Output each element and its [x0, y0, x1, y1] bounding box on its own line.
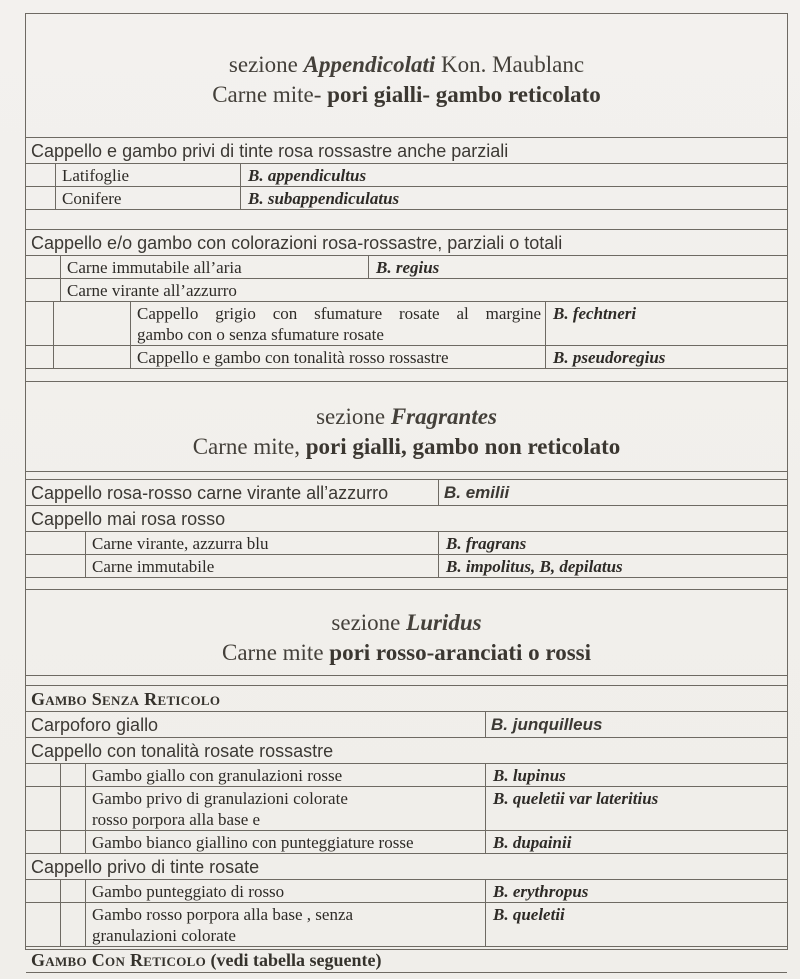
table-row: [26, 554, 787, 577]
heading-prefix: sezione: [228, 52, 298, 77]
species-cell: B. appendicultus: [248, 165, 367, 185]
indent-cell: [26, 187, 56, 209]
criterion-cell: [131, 302, 546, 345]
species-cell: B. emilii: [444, 482, 510, 502]
species-cell: B. fechtneri: [553, 304, 637, 323]
indent-cell: [61, 903, 86, 946]
table-luridus: [26, 675, 787, 973]
indent-cell: [61, 880, 86, 902]
indent-cell: [26, 256, 61, 278]
indent-cell: [54, 302, 131, 345]
heading-line-1: [26, 608, 787, 638]
table-row: [26, 278, 787, 301]
species-cell: B. dupainii: [493, 832, 572, 852]
table-row-group-header: [26, 137, 787, 163]
heading-line-1: [26, 402, 787, 432]
species-cell: B. erythropus: [493, 881, 589, 901]
table-row: [26, 255, 787, 278]
criterion-cell: Gambo bianco giallino con punteggiature rosse: [86, 831, 486, 853]
criterion-line: Gambo rosso porpora alla base , senza: [92, 905, 354, 924]
criterion-line: Gambo privo di granulazioni colorate: [92, 789, 348, 808]
table-appendicolati: [26, 137, 787, 229]
table-row: [26, 345, 787, 368]
table-row-group-header: [26, 229, 787, 255]
group-header-cell: Cappello privo di tinte rosate: [31, 856, 260, 877]
section-heading-luridus: [26, 608, 787, 668]
table-row: [26, 531, 787, 554]
heading-prefix: sezione: [316, 404, 386, 429]
species-cell: B. queletii: [493, 905, 565, 924]
criterion-line: gambo con o senza sfumature rosate: [137, 325, 384, 344]
species-cell: B. junquilleus: [491, 714, 603, 734]
indent-cell: [61, 787, 86, 830]
spacer-row: [26, 577, 787, 589]
indent-cell: [26, 764, 61, 786]
indent-cell: [26, 302, 54, 345]
heading-line-2: [26, 432, 787, 462]
section-heading-appendicolati: [26, 50, 787, 110]
criterion-cell: [86, 787, 486, 830]
spacer-row: [26, 675, 787, 685]
criterion-cell: Carne virante, azzurra blu: [86, 532, 439, 554]
indent-cell: [26, 831, 61, 853]
species-cell: B. regius: [376, 257, 440, 277]
indent-cell: [26, 555, 86, 577]
species-cell: B. subappendiculatus: [248, 188, 400, 208]
spacer-row: [26, 209, 787, 229]
table-row: [26, 163, 787, 186]
table-rosa-rossastre: [26, 229, 787, 382]
subheading-regular: Carne mite,: [192, 434, 300, 459]
group-header-cell: Cappello e/o gambo con colorazioni rosa-rossastre, parziali o totali: [31, 232, 563, 253]
spacer-row: [26, 368, 787, 381]
criterion-line: rosso porpora alla base e: [92, 810, 261, 829]
indent-cell: [26, 279, 61, 301]
indent-cell: [54, 346, 131, 368]
section-name: Fragrantes: [390, 404, 497, 429]
group-header-note: (vedi tabella seguente): [210, 949, 382, 970]
criterion-cell: Cappello e gambo con tonalità rosso rossastre: [131, 346, 546, 368]
heading-line-2: [26, 80, 787, 110]
subheading-bold: pori gialli- gambo reticolato: [327, 82, 601, 107]
indent-cell: [26, 164, 56, 186]
species-cell: B. pseudoregius: [553, 347, 666, 367]
table-row-group-header: [26, 685, 787, 711]
criterion-cell: Carne virante all’azzurro: [67, 280, 237, 300]
group-header-cell: Cappello con tonalità rosate rossastre: [31, 740, 334, 761]
criterion-cell: Carpoforo giallo: [26, 712, 486, 737]
subheading-bold: pori rosso-aranciati o rossi: [329, 640, 592, 665]
criterion-cell: Carne immutabile: [86, 555, 439, 577]
table-row: [26, 301, 787, 345]
criterion-cell: Latifoglie: [56, 164, 241, 186]
group-header-cell: Gambo Senza Reticolo: [31, 688, 221, 709]
criterion-cell: Conifere: [56, 187, 241, 209]
criterion-cell: Gambo punteggiato di rosso: [86, 880, 486, 902]
species-cell: B. impolitus, B, depilatus: [446, 556, 623, 576]
table-row-group-header: [26, 737, 787, 763]
subheading-regular: Carne mite-: [212, 82, 322, 107]
table-row: [26, 711, 787, 737]
criterion-cell: Carne immutabile all’aria: [61, 256, 369, 278]
spacer-row: [26, 471, 787, 479]
table-row: [26, 763, 787, 786]
heading-line-1: [26, 50, 787, 80]
section-heading-fragrantes: [26, 402, 787, 462]
group-header-cell: [26, 947, 787, 972]
page-frame: [25, 13, 788, 970]
indent-cell: [26, 903, 61, 946]
indent-cell: [61, 764, 86, 786]
indent-cell: [26, 880, 61, 902]
heading-line-2: [26, 638, 787, 668]
table-row: [26, 479, 787, 505]
section-name: Appendicolati: [303, 52, 436, 77]
indent-cell: [26, 532, 86, 554]
criterion-line: Cappello grigio con sfumature rosate al margine: [137, 304, 541, 323]
table-row: [26, 186, 787, 209]
table-row: [26, 786, 787, 830]
group-header-smallcaps: Gambo Con Reticolo: [31, 949, 207, 970]
criterion-cell: [86, 903, 486, 946]
species-cell: B. queletii var lateritius: [493, 789, 659, 808]
heading-prefix: sezione: [331, 610, 401, 635]
criterion-line: granulazioni colorate: [92, 926, 236, 945]
criterion-cell: Gambo giallo con granulazioni rosse: [86, 764, 486, 786]
indent-cell: [26, 787, 61, 830]
indent-cell: [26, 346, 54, 368]
indent-cell: [61, 831, 86, 853]
section-name: Luridus: [406, 610, 482, 635]
table-row-group-header: [26, 946, 787, 972]
criterion-cell: Cappello rosa-rosso carne virante all’azzurro: [26, 480, 439, 505]
table-fragrantes: [26, 471, 787, 590]
subheading-bold: pori gialli, gambo non reticolato: [305, 434, 621, 459]
table-row: [26, 879, 787, 902]
species-cell: B. fragrans: [446, 533, 527, 553]
subheading-regular: Carne mite: [221, 640, 324, 665]
table-row: [26, 830, 787, 853]
group-header-cell: Cappello mai rosa rosso: [31, 508, 226, 529]
group-header-cell: Cappello e gambo privi di tinte rosa rossastre anche parziali: [31, 140, 509, 161]
species-cell: B. lupinus: [493, 765, 566, 785]
table-row: [26, 902, 787, 946]
heading-author: Kon. Maublanc: [441, 52, 585, 77]
table-row-group-header: [26, 505, 787, 531]
table-row-group-header: [26, 853, 787, 879]
